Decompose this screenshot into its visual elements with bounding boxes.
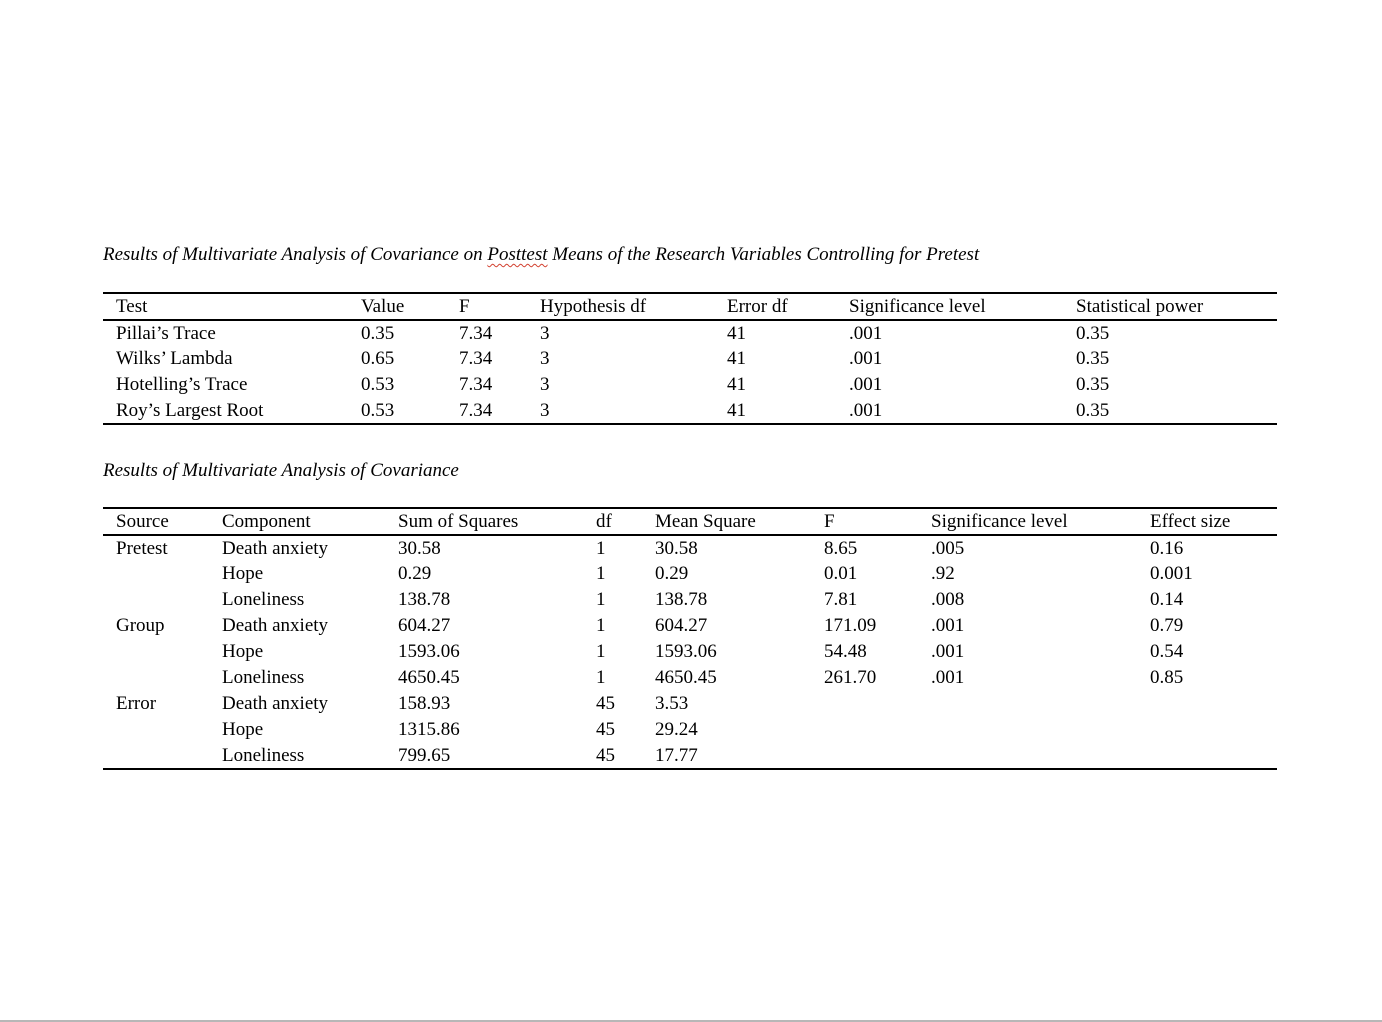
table-row — [103, 665, 1277, 691]
table-cell: 1315.86 — [398, 719, 460, 740]
mancova-posttest-table — [103, 292, 1277, 425]
table-cell: 0.53 — [361, 399, 395, 421]
table-cell — [811, 717, 918, 743]
table-cell: Hotelling’s Trace — [116, 374, 248, 395]
table-cell: .001 — [931, 667, 965, 688]
table-cell: 0.14 — [1150, 589, 1184, 610]
table-cell: 3 — [540, 322, 550, 344]
table-cell — [918, 743, 1137, 769]
table-cell: 54.48 — [824, 641, 867, 662]
table-row — [103, 561, 1277, 587]
table-cell: 1593.06 — [655, 641, 717, 662]
table-cell: 41 — [727, 374, 746, 395]
table-cell: Loneliness — [222, 744, 305, 766]
table-cell: 1 — [596, 563, 606, 584]
table-cell: .001 — [931, 641, 965, 662]
column-header: Source — [116, 510, 169, 532]
table-cell: 138.78 — [655, 589, 708, 610]
mancova-univariate-table — [103, 507, 1277, 770]
table-cell: Wilks’ Lambda — [116, 348, 233, 369]
table-cell: 0.29 — [398, 563, 432, 584]
table-cell: 604.27 — [655, 615, 708, 636]
table-cell: Loneliness — [222, 589, 305, 610]
table-cell: Death anxiety — [222, 537, 329, 559]
table-row — [103, 320, 1277, 346]
column-header: Significance level — [931, 510, 1068, 532]
table-cell: 0.35 — [1076, 399, 1110, 421]
table-header-row — [103, 508, 1277, 535]
table-cell: Death anxiety — [222, 693, 329, 714]
table-cell: 3.53 — [655, 693, 689, 714]
table-cell: 3 — [540, 348, 550, 369]
table-cell: 4650.45 — [655, 667, 717, 688]
table-cell: 7.34 — [459, 322, 493, 344]
table-cell — [918, 691, 1137, 717]
table-row — [103, 691, 1277, 717]
table-cell: 30.58 — [655, 537, 698, 559]
table-cell: 138.78 — [398, 589, 451, 610]
table-row — [103, 535, 1277, 561]
table-cell: .001 — [849, 374, 883, 395]
table-cell: .001 — [849, 399, 883, 421]
table-cell: Death anxiety — [222, 615, 329, 636]
column-header: Significance level — [849, 295, 986, 317]
table-cell: .005 — [931, 537, 965, 559]
table-cell: 7.34 — [459, 348, 493, 369]
table-cell: 4650.45 — [398, 667, 460, 688]
table-cell: Loneliness — [222, 667, 305, 688]
table-cell: 7.81 — [824, 589, 858, 610]
table-cell — [1137, 743, 1277, 769]
column-header: Effect size — [1150, 510, 1231, 532]
table-cell: Group — [116, 615, 165, 636]
column-header: Value — [361, 295, 405, 317]
column-header: Statistical power — [1076, 295, 1204, 317]
table-cell: 0.35 — [1076, 322, 1110, 344]
table-cell: 604.27 — [398, 615, 451, 636]
table-row — [103, 717, 1277, 743]
table-cell: .92 — [931, 563, 955, 584]
table-cell — [811, 743, 918, 769]
table-cell: 1 — [596, 615, 606, 636]
table-cell: 45 — [596, 744, 615, 766]
column-header: Hypothesis df — [540, 295, 647, 317]
table-cell: 7.34 — [459, 374, 493, 395]
table-cell — [103, 743, 209, 769]
table-cell: Hope — [222, 641, 264, 662]
table-cell: .001 — [849, 322, 883, 344]
table-cell — [103, 587, 209, 613]
table-cell: 3 — [540, 374, 550, 395]
table-cell — [103, 717, 209, 743]
table-cell: 1 — [596, 537, 606, 559]
caption-text-prefix: Results of Multivariate Analysis of Covariance on — [103, 244, 488, 265]
table-cell: 1 — [596, 641, 606, 662]
table-cell: 0.35 — [1076, 374, 1110, 395]
table-cell: 0.35 — [361, 322, 395, 344]
table-cell: 41 — [727, 399, 746, 421]
table-cell: 41 — [727, 348, 746, 369]
table-cell: 0.54 — [1150, 641, 1184, 662]
table-cell: 17.77 — [655, 744, 698, 766]
table-cell: 0.001 — [1150, 563, 1193, 584]
table-cell: 0.35 — [1076, 348, 1110, 369]
table-cell: Pillai’s Trace — [116, 322, 216, 344]
table-row — [103, 346, 1277, 372]
table-cell: 158.93 — [398, 693, 451, 714]
table-cell: 0.01 — [824, 563, 858, 584]
column-header: df — [596, 510, 612, 532]
table-cell: 0.16 — [1150, 537, 1184, 559]
table-row — [103, 587, 1277, 613]
table-cell: Roy’s Largest Root — [116, 399, 264, 421]
table-cell: 45 — [596, 719, 615, 740]
table-cell: 0.29 — [655, 563, 689, 584]
table-cell: 7.34 — [459, 399, 493, 421]
column-header: F — [459, 295, 470, 317]
table-cell: 261.70 — [824, 667, 877, 688]
table-cell — [918, 717, 1137, 743]
table-row — [103, 398, 1277, 424]
table-cell: 171.09 — [824, 615, 877, 636]
table-cell: 0.79 — [1150, 615, 1184, 636]
column-header: Sum of Squares — [398, 510, 519, 532]
table-cell — [103, 665, 209, 691]
table-cell: 1 — [596, 667, 606, 688]
table-cell: 41 — [727, 322, 746, 344]
column-header: F — [824, 510, 835, 532]
table-header-row — [103, 293, 1277, 320]
table-cell: Hope — [222, 563, 264, 584]
table-cell — [103, 561, 209, 587]
caption-text-suffix: Means of the Research Variables Controlling for Pretest — [547, 244, 980, 265]
table-cell — [1137, 691, 1277, 717]
table-cell: 0.65 — [361, 348, 395, 369]
table-cell: .008 — [931, 589, 965, 610]
table-cell: 0.85 — [1150, 667, 1184, 688]
table-cell: Pretest — [116, 537, 168, 559]
table-cell — [1137, 717, 1277, 743]
table-row — [103, 372, 1277, 398]
table-cell: 30.58 — [398, 537, 441, 559]
table-cell: 29.24 — [655, 719, 698, 740]
table-cell: 1593.06 — [398, 641, 460, 662]
column-header: Test — [116, 295, 148, 317]
table-cell: Hope — [222, 719, 264, 740]
table-cell: 3 — [540, 399, 550, 421]
table-row — [103, 743, 1277, 769]
table-row — [103, 613, 1277, 639]
column-header: Component — [222, 510, 311, 532]
table-cell: .001 — [849, 348, 883, 369]
table-cell: Error — [116, 693, 157, 714]
column-header: Mean Square — [655, 510, 756, 532]
table-cell: 8.65 — [824, 537, 858, 559]
misspelled-word: Posttest — [487, 244, 548, 265]
column-header: Error df — [727, 295, 788, 317]
table1-caption — [103, 243, 979, 267]
table-cell: 45 — [596, 693, 615, 714]
table-cell — [103, 639, 209, 665]
table-row — [103, 639, 1277, 665]
table-cell: 0.53 — [361, 374, 395, 395]
table2-caption: Results of Multivariate Analysis of Covariance — [103, 460, 459, 481]
table-cell: 1 — [596, 589, 606, 610]
table-cell: 799.65 — [398, 744, 451, 766]
table-cell: .001 — [931, 615, 965, 636]
table-cell — [811, 691, 918, 717]
